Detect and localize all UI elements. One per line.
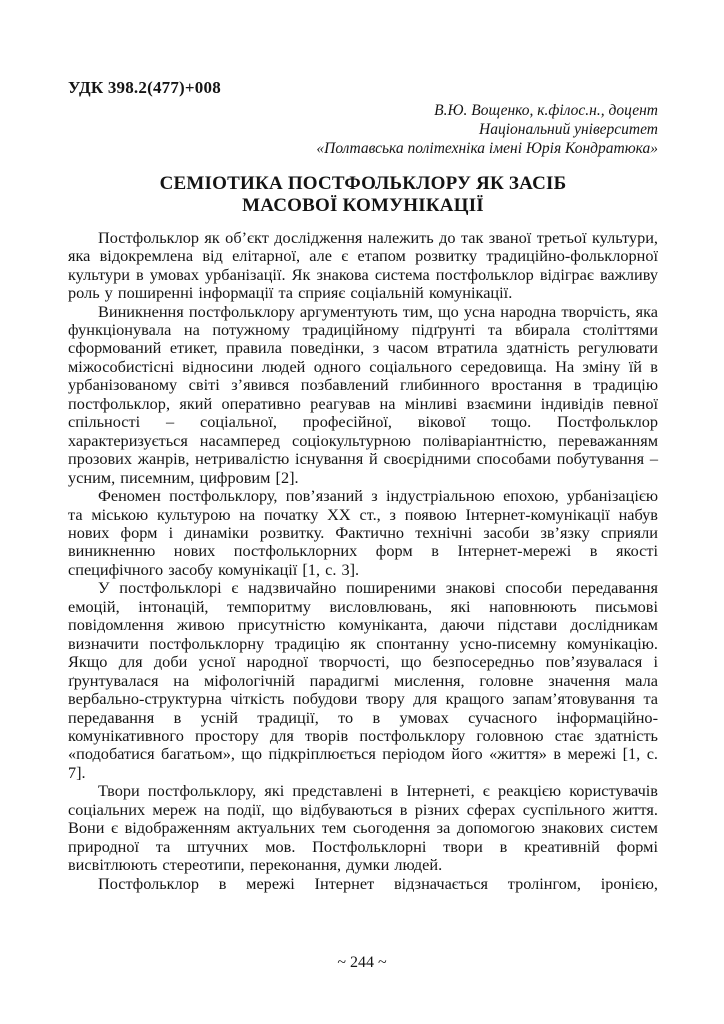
page-number: ~ 244 ~ — [337, 954, 387, 971]
paper-title — [68, 173, 658, 216]
paper-title-line1: СЕМІОТИКА ПОСТФОЛЬКЛОРУ ЯК ЗАСІБ — [159, 173, 567, 194]
udk-code: УДК 398.2(477)+008 — [68, 78, 221, 97]
body-paragraph-truncated: Постфольклор в мережі Інтернет відзначається тролінгом, іронією, — [98, 873, 658, 893]
body-paragraph: Феномен постфольклору, пов’язаний з індустріальною епохою, урбанізацією та міською культурою на початку ХХ ст., з появою Інтернет-комунікації набув нових форм і динаміки розвитку. Фактично технічні засоби зв’язку сприяли виникненню нових постфольклорних форм в Інтернет-мережі в якості специфічного засобу комунікації [1, с. 3]. — [68, 486, 658, 579]
body-paragraph: Виникнення постфольклору аргументують тим, що усна народна творчість, яка функціонувала на потужному традиційному підґрунті та вбирала століттями сформований етикет, правила поведінки, з часом втратила здатність регулювати міжособистісні відносини людей одного соціального середовища. На зміну їй в урбанізованому світі з’явився позбавлений глибинного вростання в традицію постфольклор, який оперативно реагував на мінливі взаємини індивідів певної спільності – соціальної, професійної, вікової тощо. Постфольклор характеризується насамперед соціокультурною поліваріантністю, переважанням прозових жанрів, нетривалістю існування й своєрідними способами побутування – усним, писемним, цифровим [2]. — [68, 301, 658, 487]
article-body — [68, 229, 658, 893]
author-block — [68, 101, 658, 158]
body-paragraph: Твори постфольклору, які представлені в Інтернеті, є реакцією користувачів соціальних мереж на події, що відбуваються в різних сферах суспільного життя. Вони є відображенням актуальних тем сьогодення за допомогою знакових систем природної та штучних мов. Постфольклорні твори в креативній формі висвітлюють стереотипи, переконання, думки людей. — [68, 781, 658, 875]
paper-title-line2: МАСОВОЇ КОМУНІКАЦІЇ — [242, 194, 484, 216]
body-paragraph: У постфольклорі є надзвичайно поширеними знакові способи передавання емоцій, інтонацій, темпоритму висловлювань, які наповнюють письмові повідомлення живою присутністю комуніканта, даючи підстави дослідникам визначити постфольклорну традицію як спонтанну усно-писемну комунікацію. Якщо для доби усної народної творчості, що безпосередньо пов’язувалася і ґрунтувалася на міфологічній парадигмі мислення, головне значення мала вербально-структурна чіткість побудови твору для кращого запам’ятовування та передавання в усній традиції, то в умовах сучасного інформаційно-комунікативного простору для творів постфольклору головною стає здатність «подобатися багатьом», що підкріплюється періодом його «життя» в мережі [1, с. 7]. — [68, 578, 658, 782]
body-paragraph: Постфольклор як об’єкт дослідження належить до так званої третьої культури, яка відокремлена від елітарної, але є етапом розвитку традиційно-фольклорної культури в умовах урбанізації. Як знакова система постфольклор відіграє важливу роль у поширенні інформації та сприяє соціальній комунікації. — [68, 227, 658, 303]
author-affiliation-line2: «Полтавська політехніка імені Юрія Кондратюка» — [316, 140, 658, 157]
author-affiliation-line1: Національний університет — [479, 121, 658, 138]
author-name-degree: В.Ю. Вощенко, к.філос.н., доцент — [434, 102, 658, 119]
